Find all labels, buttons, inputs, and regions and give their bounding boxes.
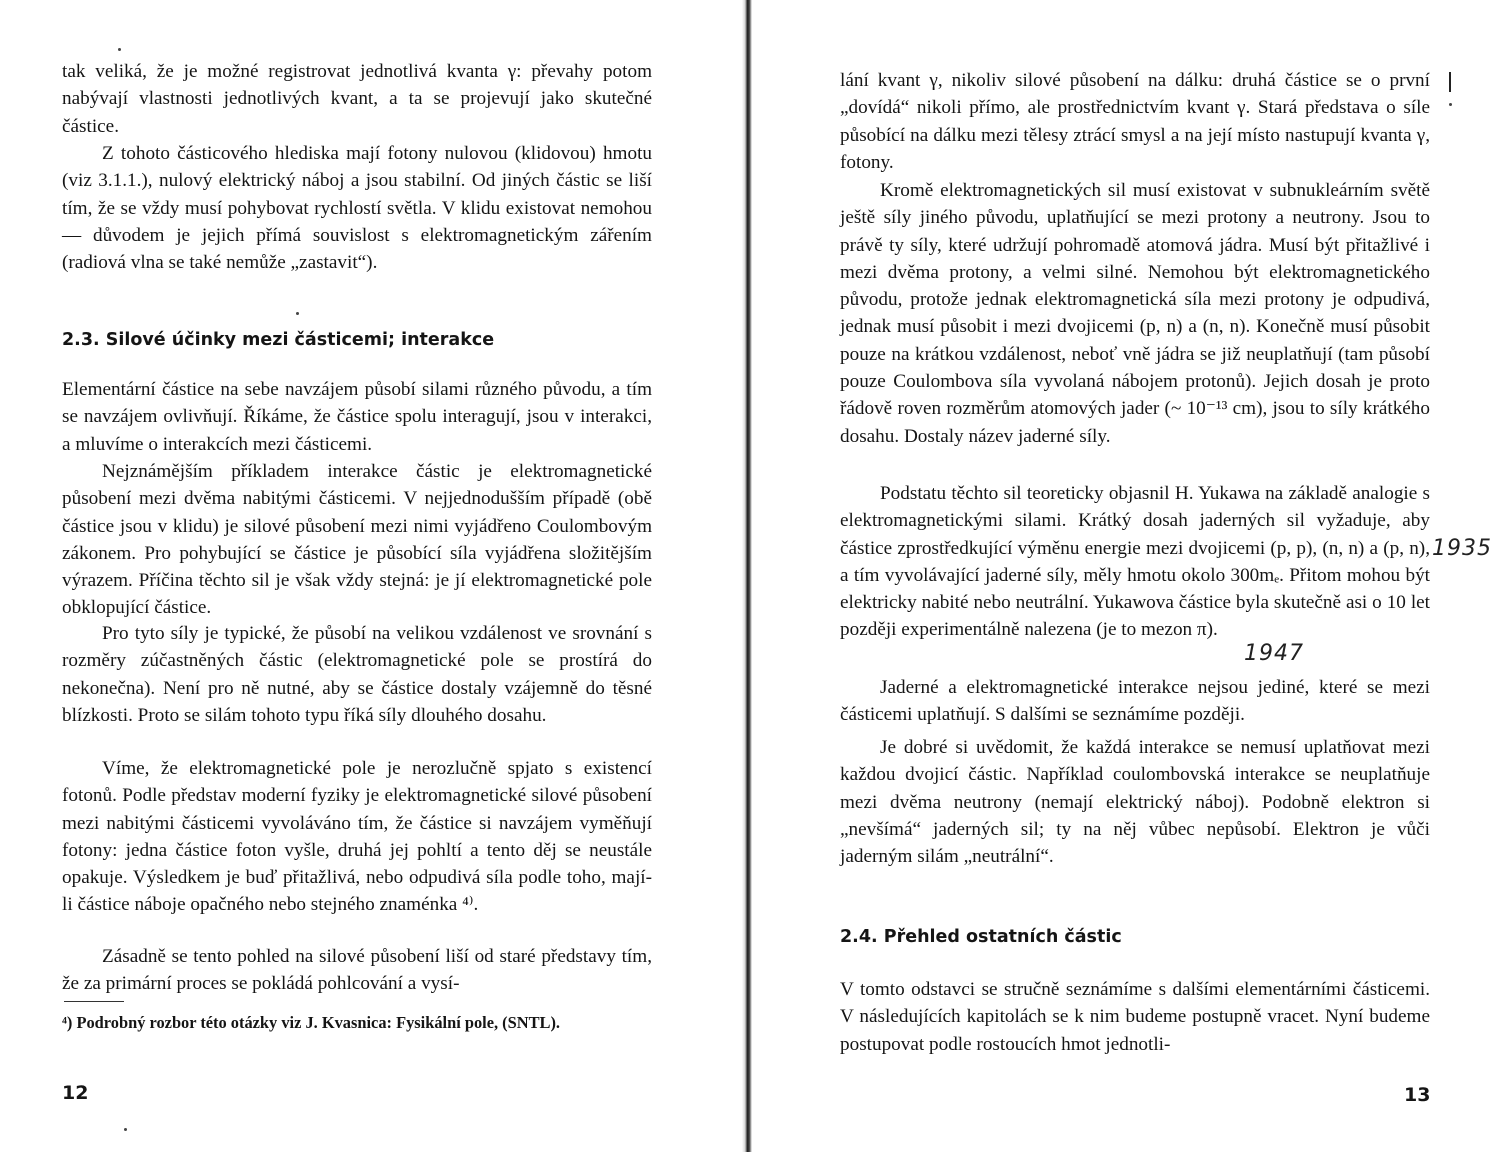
- footnote-rule: [64, 1001, 124, 1002]
- paragraph: lání kvant γ, nikoliv silové působení na dálku: druhá částice se o první „dovídá“ nikoli přímo, ale prostřednictvím kvant γ. Stará představa o síle působící na dálku mezi tělesy ztrácí smysl a na její místo nastupují kvanta γ, fotony.: [840, 70, 1430, 173]
- paragraph: Je dobré si uvědomit, že každá interakce se nemusí uplatňovat mezi každou dvojicí částic. Například coulombovská interakce se neuplatňuje mezi dvěma neutrony (nemají elektrický náboj). Podobně elektron si „nevšímá“ jaderných sil; ty na něj vůbec nepůsobí. Elektron je vůči jaderným silám „neutrální“.: [840, 737, 1430, 868]
- paragraph: Elementární částice na sebe navzájem působí silami různého původu, a tím se navzájem ovlivňují. Říkáme, že částice spolu interagují, jsou v interakci, a mluvíme o interakcích mezi částicemi.: [62, 379, 652, 455]
- book-spine: [742, 0, 752, 1152]
- page-number: 13: [1404, 1084, 1431, 1106]
- margin-dot: [1449, 103, 1452, 106]
- left-page: [0, 0, 742, 1152]
- footnote: ⁴) Podrobný rozbor této otázky viz J. Kvasnica: Fysikální pole, (SNTL).: [62, 1013, 561, 1032]
- paragraph: Víme, že elektromagnetické pole je nerozlučně spjato s existencí fotonů. Podle představ moderní fyziky je elektromagnetické silové působení mezi nabitými částicemi vyvoláváno tím, že částice si navzájem vyměňují fotony: jedna částice foton vyšle, druhá jej pohltí a tento děj se neustále opakuje. Výsledkem je buď přitažlivá, nebo odpudivá síla podle toho, mají-li částice náboje opačného nebo stejného znaménka ⁴⁾.: [62, 758, 652, 916]
- scan-speck: [296, 312, 299, 315]
- paragraph: Podstatu těchto sil teoreticky objasnil H. Yukawa na základě analogie s elektromagnetickými silami. Krátký dosah jaderných sil vyžaduje, aby částice zprostředkující výměnu energie mezi dvojicemi (p, p), (n, n) a (p, n), a tím vyvolávající jaderné síly, měly hmotu okolo 300mₑ. Přitom mohou být elektricky nabité nebo neutrální. Yukawova částice byla skutečně asi o 10 let později experimentálně nalezena (je to mezon π).: [840, 483, 1430, 641]
- paragraph: Pro tyto síly je typické, že působí na velikou vzdálenost ve srovnání s rozměry zúčastněných částic (elektromagnetické pole se prostírá do nekonečna). Není pro ně nutné, aby se částice dostaly vzájemně do těsné blízkosti. Proto se silám tohoto typu říká síly dlouhého dosahu.: [62, 623, 652, 726]
- right-page: [752, 0, 1506, 1152]
- section-heading: 2.4. Přehled ostatních částic: [840, 927, 1122, 947]
- paragraph: Jaderné a elektromagnetické interakce nejsou jediné, které se mezi částicemi uplatňují. S dalšími se seznámíme později.: [840, 677, 1430, 726]
- scan-speck: [124, 1128, 127, 1131]
- margin-mark: [1449, 72, 1451, 92]
- paragraph: Z tohoto částicového hlediska mají fotony nulovou (klidovou) hmotu (viz 3.1.1.), nulový elektrický náboj a jsou stabilní. Od jiných částic se liší tím, že se vždy musí pohybovat rychlostí světla. V klidu existovat nemohou — důvodem je jejich přímá souvislost s elektromagnetickým zářením (radiová vlna se také nemůže „zastavit“).: [62, 143, 652, 274]
- section-heading: 2.3. Silové účinky mezi částicemi; interakce: [62, 330, 495, 350]
- paragraph: tak veliká, že je možné registrovat jednotlivá kvanta γ: převahy potom nabývají vlastnosti jednotlivých kvant, a ta se projevují jako skutečné částice.: [62, 61, 652, 137]
- handwritten-margin-note: 1935: [1432, 536, 1492, 561]
- scan-speck: [118, 48, 121, 51]
- paragraph: Kromě elektromagnetických sil musí existovat v subnukleárním světě ještě síly jiného původu, uplatňující se mezi protony a neutrony. Jsou to právě ty síly, které udržují pohromadě atomová jádra. Musí být přitažlivé i mezi dvěma protony, a velmi silné. Nemohou být elektromagnetického původu, protože jednak elektromagnetická síla mezi protony je odpudivá, jednak musí působit i mezi dvojicemi (p, n) a (n, n). Konečně musí působit pouze na krátkou vzdálenost, neboť vně jádra se již neuplatňují (tam působí pouze Coulombova síla vyvolaná nábojem protonů). Jejich dosah je proto řádově roven rozměrům atomových jader (~ 10⁻¹³ cm), jsou to síly krátkého dosahu. Dostaly název jaderné síly.: [840, 180, 1430, 447]
- paragraph: V tomto odstavci se stručně seznámíme s dalšími elementárními částicemi. V následujících kapitolách se k nim budeme postupně vracet. Nyní budeme postupovat podle rostoucích hmot jednotli-: [840, 979, 1430, 1055]
- paragraph: Zásadně se tento pohled na silové působení liší od staré představy tím, že za primární proces se pokládá pohlcování a vysí-: [62, 946, 652, 995]
- paragraph: Nejznámějším příkladem interakce částic je elektromagnetické působení mezi dvěma nabitými částicemi. V nejjednodušším případě (obě částice jsou v klidu) je silové působení mezi nimi vyjádřeno Coulombovým zákonem. Pro pohybující se částice je působící síla vyjádřena složitějším výrazem. Příčina těchto sil je však vždy stejná: je jí elektromagnetické pole obklopující částice.: [62, 461, 652, 619]
- page-number: 12: [62, 1082, 89, 1104]
- handwritten-margin-note: 1947: [1244, 641, 1304, 666]
